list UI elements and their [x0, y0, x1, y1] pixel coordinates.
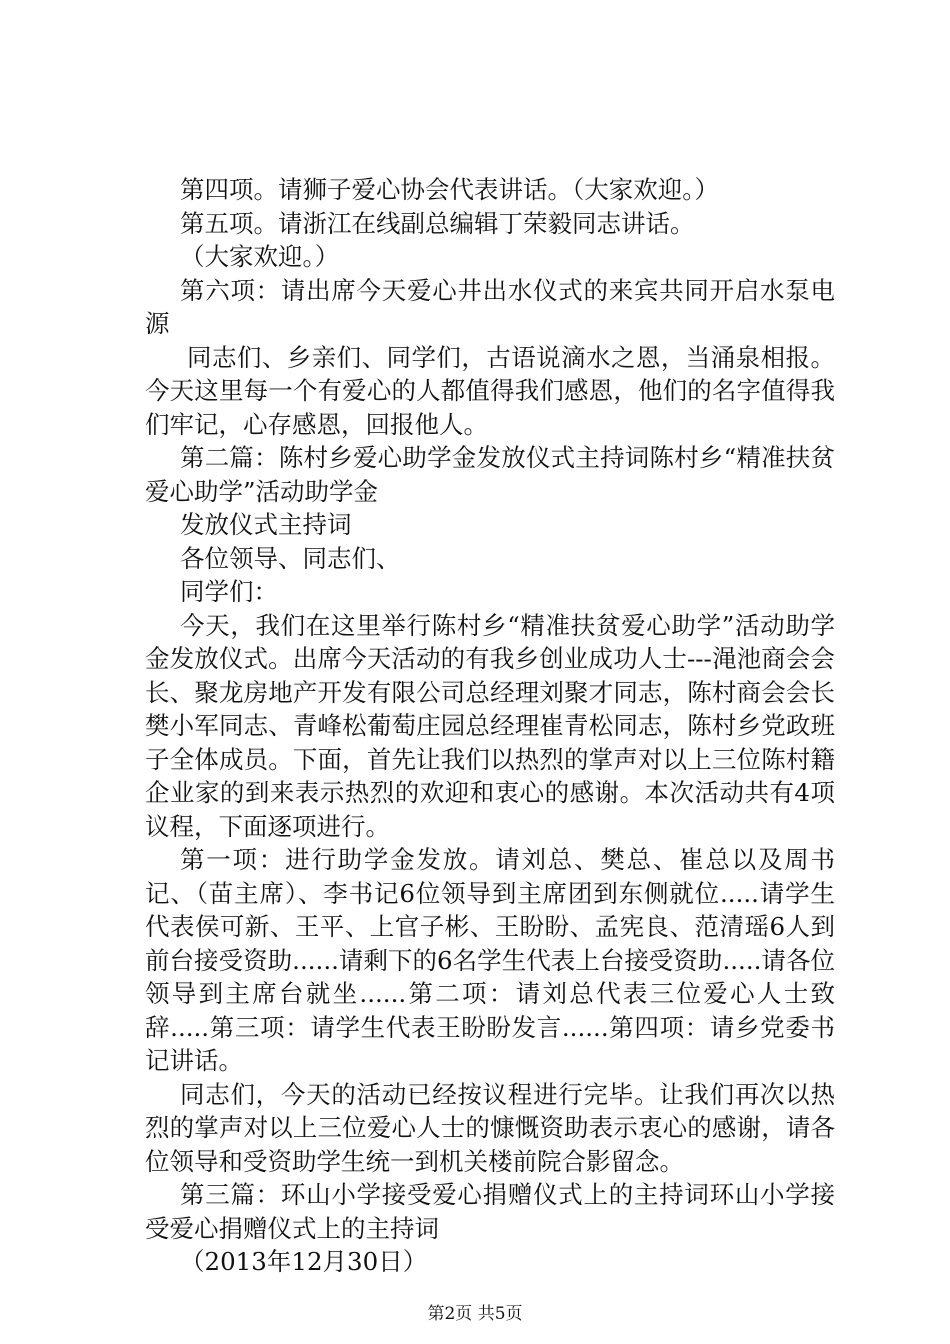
- paragraph-date: （2013年12月30日）: [180, 1247, 428, 1276]
- paragraph-closing-remarks: 同志们、乡亲们、同学们，古语说滴水之恩，当涌泉相报。今天这里每一个有爱心的人都值得我们感恩，他们的名字值得我们牢记，心存感恩，回报他人。: [145, 342, 835, 439]
- paragraph-item-6: 第六项：请出席今天爱心井出水仪式的来宾共同开启水泵电源: [145, 275, 835, 338]
- paragraph-conclusion: 同志们，今天的活动已经按议程进行完毕。让我们再次以热烈的掌声对以上三位爱心人士的慷慨资助表示衷心的感谢，请各位领导和受资助学生统一到机关楼前院合影留念。: [145, 1079, 835, 1176]
- paragraph-welcome: （大家欢迎。）: [180, 242, 340, 271]
- paragraph-introduction: 今天，我们在这里举行陈村乡“精准扶贫爱心助学”活动助学金发放仪式。出席今天活动的有我乡创业成功人士---渑池商会会长、聚龙房地产开发有限公司总经理刘聚才同志，陈村商会会长樊小军同志、青峰松葡萄庄园总经理崔青松同志，陈村乡党政班子全体成员。下面，首先让我们以热烈的掌声对以上三位陈村籍企业家的到来表示热烈的欢迎和衷心的感谢。本次活动共有4项议程，下面逐项进行。: [145, 610, 835, 841]
- paragraph-greeting-2: 同学们：: [180, 577, 278, 606]
- paragraph-item-5: 第五项。请浙江在线副总编辑丁荣毅同志讲话。: [180, 208, 695, 238]
- paragraph-ceremony-title: 发放仪式主持词: [180, 510, 352, 539]
- paragraph-agenda: 第一项：进行助学金发放。请刘总、樊总、崔总以及周书记、（苗主席）、李书记6位领导到主席团到东侧就位.....请学生代表侯可新、王平、上官子彬、王盼盼、孟宪良、范清瑶6人到前台接受资助......请剩下的6名学生代表上台接受资助.....请各位领导到主席台就坐......第二项：请刘总代表三位爱心人士致辞.....第三项：请学生代表王盼盼发言......第四项：请乡党委书记讲话。: [145, 845, 835, 1075]
- document-body: [145, 173, 835, 1279]
- paragraph-greeting-1: 各位领导、同志们、: [180, 543, 401, 573]
- paragraph-item-4: 第四项。请狮子爱心协会代表讲话。（大家欢迎。）: [180, 175, 719, 204]
- section-heading-part-2: 第二篇：陈村乡爱心助学金发放仪式主持词陈村乡“精准扶贫爱心助学”活动助学金: [145, 443, 835, 506]
- section-heading-part-3: 第三篇：环山小学接受爱心捐赠仪式上的主持词环山小学接受爱心捐赠仪式上的主持词: [145, 1180, 835, 1243]
- page-number-footer: 第2页 共5页: [427, 1304, 523, 1324]
